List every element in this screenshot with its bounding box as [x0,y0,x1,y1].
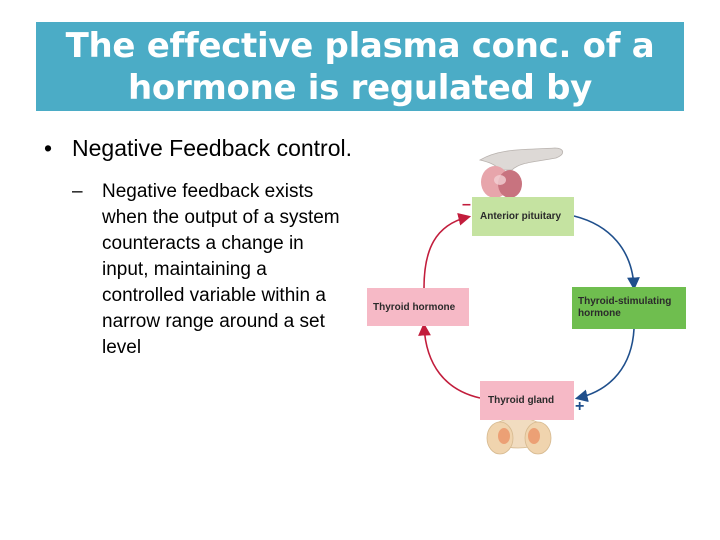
slide-title [66,25,655,109]
thyroid-output-arrow [424,326,480,398]
bullet-marker: • [44,135,53,161]
title-line-2: hormone is regulated by [127,67,592,108]
anterior-pituitary-label: Anterior pituitary [480,211,562,222]
title-banner [36,22,684,111]
bullet-item [44,133,354,163]
stimulatory-arrow [578,329,634,398]
tsh-label [578,296,671,320]
negative-sign: – [462,196,471,213]
pituitary-gland-illustration [480,148,563,198]
tsh-label-line-2: hormone [578,308,621,319]
thyroid-hormone-label: Thyroid hormone [373,301,456,313]
sub-bullet-marker: – [72,181,83,202]
pituitary-output-arrow [574,216,634,287]
thyroid-gland-label: Thyroid gland [488,395,555,406]
anterior-pituitary-box [472,197,574,236]
thyroid-gland-box [480,381,574,420]
thyroid-gland-illustration [487,418,551,454]
positive-sign: + [575,398,585,415]
bullet-text: Negative Feedback control. [72,135,352,161]
thyroid-hormone-box [367,288,469,326]
tsh-box [572,287,686,329]
sub-bullet-item [72,179,354,361]
title-line-1: The effective plasma conc. of a [65,25,655,66]
tsh-label-line-1: Thyroid-stimulating [578,296,672,307]
sub-bullet-text: Negative feedback exists when the output of a system counteracts a change in input, maintaining a controlled variable within a narrow range around a set level [102,181,340,358]
bullet-list [44,133,354,361]
feedback-diagram [350,140,720,470]
inhibitory-arrow [424,217,468,288]
